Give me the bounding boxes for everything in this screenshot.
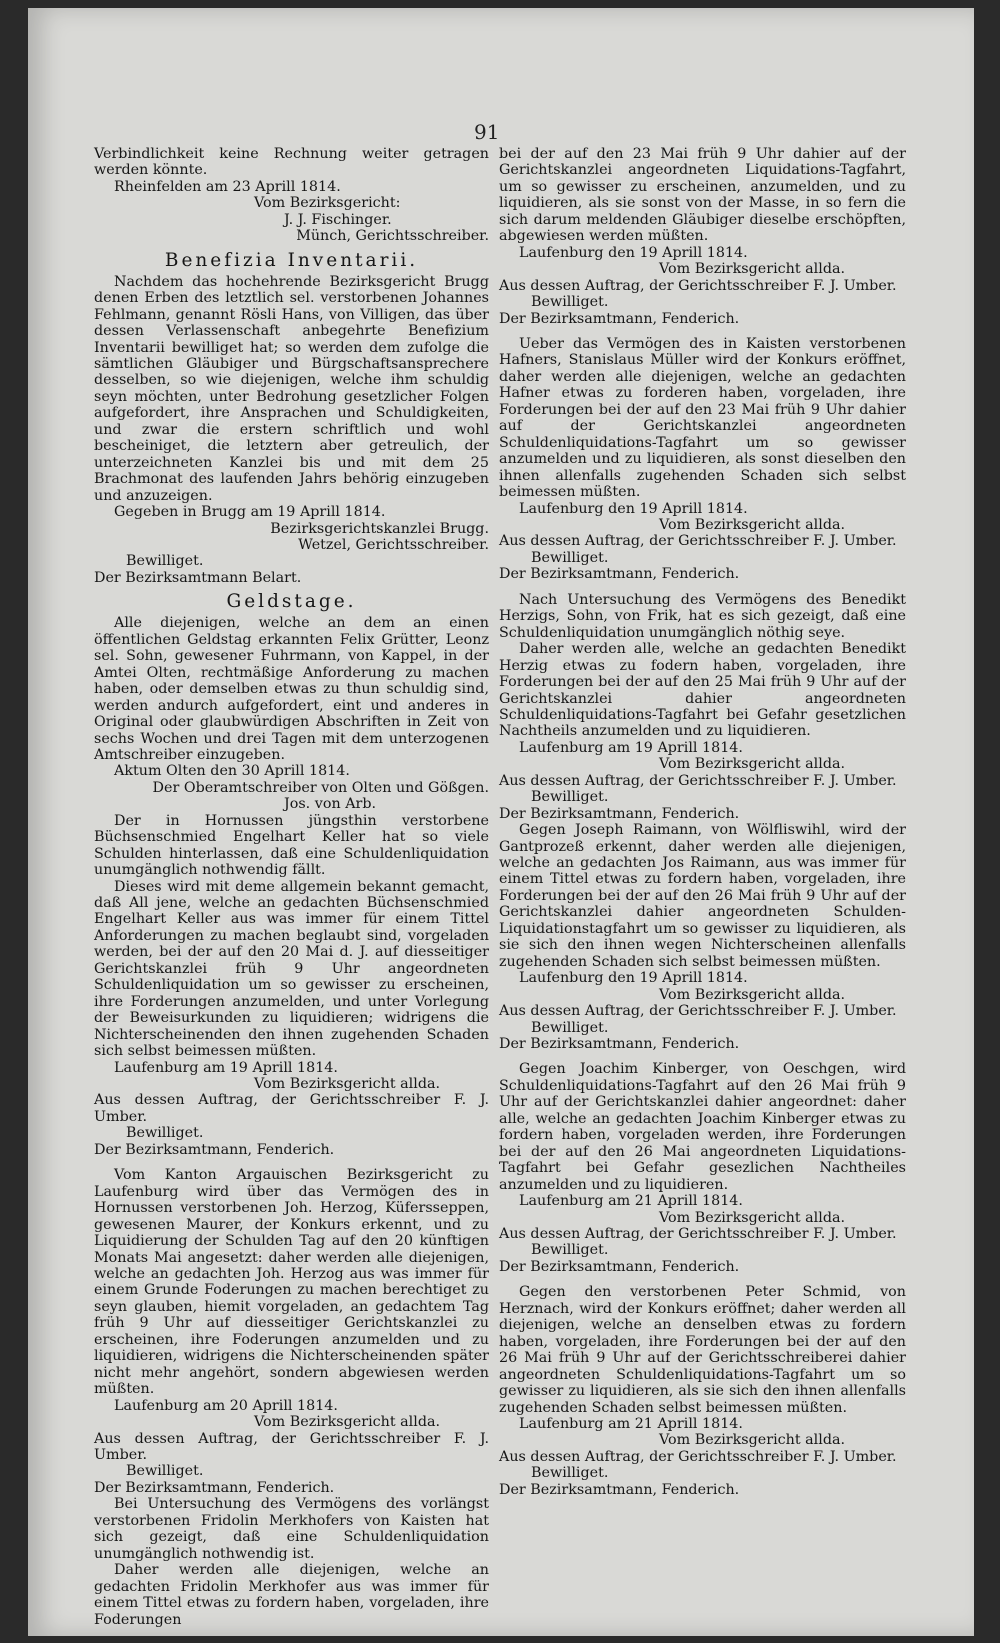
signature-line: Vom Bezirksgericht allda. [659,986,846,1003]
signature-line: Bewilliget. [531,1019,609,1036]
signature-line: Aus dessen Auftrag, der Gerichtsschreiber F. J. Umber. [499,1003,897,1020]
signature-line: Aus dessen Auftrag, der Gerichtsschreiber F. J. Umber. [499,277,897,294]
signature-line: Bewilliget. [126,553,204,570]
notice-paragraph: Laufenburg den 19 Aprill 1814. [519,500,748,517]
signature-line: Der Bezirksamtmann, Fenderich. [499,1036,740,1053]
notice-paragraph: Laufenburg am 21 Aprill 1814. [519,1193,743,1210]
signature-line: Verbindlichkeit keine Rechnung weiter getragen werden könnte. [94,146,489,179]
notice-paragraph: Ueber das Vermögen des in Kaisten verstorbenen Hafners, Stanislaus Müller wird der Konkurs eröffnet, daher werden alle diejenigen, welche an gedachten Hafner etwas zu forderen haben, vorgeladen, ihre Forderungen bei der auf den 23 Mai früh 9 Uhr dahier auf der Gerichtskanzlei angeordneten Schuldenliquidations-Tagfahrt um so gewisser anzumelden und zu liquidieren, als sonst dieselben den ihnen allenfalls zugehenden Schaden sich selbst beimessen müßten. [499,335,906,501]
notice-paragraph: Gegen den verstorbenen Peter Schmid, von Herznach, wird der Konkurs eröffnet; daher werden all diejenigen, welche an denselben etwas zu fordern haben, vorgeladen, ihre Forderungen bei der auf den 26 Mai früh 9 Uhr auf der Gerichtsschreiberei dahier angeordneten Schuldenliquidations-Tagfahrt um so gewisser zu liquidieren, als sie sich den ihnen allenfalls zugehenden Schaden selbst beimessen müßten. [499,1284,906,1416]
signature-line: Vom Bezirksgericht allda. [659,1432,846,1449]
section-heading: Benefizia Inventarii. [164,249,419,271]
signature-line: Der Bezirksamtmann, Fenderich. [499,310,740,327]
signature-line: Der Bezirksamtmann, Fenderich. [499,1481,740,1498]
signature-line: Bewilliget. [531,549,609,566]
notice-paragraph: Laufenburg den 19 Aprill 1814. [519,244,748,261]
signature-line: Wetzel, Gerichtsschreiber. [298,536,489,553]
signature-line: Aus dessen Auftrag, der Gerichtsschreiber F. J. Umber. [499,1226,897,1242]
notice-paragraph: Laufenburg am 21 Aprill 1814. [519,1415,743,1432]
signature-line: bei der auf den 23 Mai früh 9 Uhr dahier auf der Gerichtskanzlei angeordneten Liquidations-Tagfahrt, um so gewisser zu erscheinen, anzumelden, und zu liquidieren, als sie sonst von der Masse, in so fern die sich darum meldenden Gläubiger dieselbe erschöpften, abgewiesen werden müßten. [499,146,906,245]
signature-line: Aus dessen Auftrag, der Gerichtsschreiber F. J. Umber. [94,1092,489,1125]
signature-line: Der Bezirksamtmann, Fenderich. [499,1258,740,1275]
spacer [499,583,906,592]
signature-line: Aus dessen Auftrag, der Gerichtsschreiber F. J. Umber. [499,772,897,789]
signature-line: J. J. Fischinger. [284,211,392,228]
signature-line: Bewilliget. [531,1242,609,1259]
notice-paragraph: Daher werden alle diejenigen, welche an gedachten Fridolin Merkhofer aus was immer für einem Tittel etwas zu fordern haben, vorgeladen, ihre Foderungen [94,1562,489,1628]
spacer [499,1052,906,1061]
notice-paragraph: Laufenburg am 19 Aprill 1814. [114,1059,338,1076]
signature-line: Vom Bezirksgericht allda. [659,1209,846,1226]
signature-line: Der Bezirksamtmann, Fenderich. [94,1479,335,1496]
signature-line: Vom Bezirksgericht allda. [659,756,846,773]
signature-line: Bezirksgerichtskanzlei Brugg. [270,520,489,537]
signature-line: Bewilliget. [531,789,609,806]
signature-line: Vom Bezirksgericht allda. [254,1076,441,1093]
section-heading: Geldstage. [226,591,357,613]
notice-paragraph: Vom Kanton Argauischen Bezirksgericht zu Laufenburg wird über das Vermögen des in Hornussen verstorbenen Joh. Herzog, Küfersseppen, gewesenen Maurer, der Konkurs erkennt, und zu Liquidierung der Schulden Tag auf den 20 künftigen Monats Mai angesetzt: daher werden alle diejenigen, welche an gedachten Joh. Herzog aus was immer für einem Grunde Foderungen zu machen berechtiget zu seyn glauben, hiemit vorgeladen, an gedachtem Tag früh 9 Uhr auf diesseitiger Gerichtskanzlei zu erscheinen, ihre Foderungen anzumelden und zu liquidieren, widrigens die Nichterscheinenden später nicht mehr angehört, sondern abgewiesen werden müßten. [94,1167,489,1398]
signature-line: Der Oberamtschreiber von Olten und Gößgen. [152,779,489,796]
notice-paragraph: Aktum Olten den 30 Aprill 1814. [114,763,350,780]
signature-line: Der Bezirksamtmann, Fenderich. [94,1141,335,1158]
signature-line: Vom Bezirksgericht: [254,195,401,212]
spacer [94,1158,489,1167]
newspaper-page [28,8,974,1636]
signature-line: Vom Bezirksgericht allda. [659,516,846,533]
notice-paragraph: Rheinfelden am 23 Aprill 1814. [114,178,341,195]
notice-paragraph: Gegeben in Brugg am 19 Aprill 1814. [114,504,386,521]
notice-paragraph: Gegen Joachim Kinberger, von Oeschgen, wird Schuldenliquidations-Tagfahrt auf den 26 Mai früh 9 Uhr auf der Gerichtskanzlei dahier angeordnet: daher alle, welche an gedachten Joachim Kinberger etwas zu fordern haben, vorgeladen werden, ihre Forderungen bei der auf den 26 Mai angeordneten Liquidations-Tagfahrt bei Gefahr gesezlichen Nachtheiles anzumelden und zu liquidieren. [499,1061,906,1193]
notice-paragraph: Laufenburg am 19 Aprill 1814. [519,739,743,756]
spacer [499,327,906,336]
signature-line: Vom Bezirksgericht allda. [254,1414,441,1431]
signature-line: Aus dessen Auftrag, der Gerichtsschreiber F. J. Umber. [94,1430,489,1463]
notice-paragraph: Der in Hornussen jüngsthin verstorbene Büchsenschmied Engelhart Keller hat so viele Schulden hinterlassen, daß eine Schuldenliquidation unumgänglich nothwendig fällt. [94,812,489,879]
notice-paragraph: Nach Untersuchung des Vermögens des Benedikt Herzigs, Sohn, von Frik, hat es sich gezeigt, daß eine Schuldenliquidation unumgänglich nöthig seye. [499,591,906,641]
spacer [499,1275,906,1284]
notice-paragraph: Nachdem das hochehrende Bezirksgericht Brugg denen Erben des letztlich sel. verstorbenen Johannes Fehlmann, genannt Rösli Hans, von Villigen, das über dessen Verlassenschaft anbegehrte Benefizium Inventarii bewilliget hat; so werden dem zufolge die sämtlichen Gläubiger und Bürgschaftsansprechere desselben, so wie diejenigen, welche ihm schuldig seyn möchten, unter Bedrohung gesetzlicher Folgen aufgefordert, ihre Ansprachen und Schuldigkeiten, und zwar die erstern schriftlich und wohl bescheiniget, die letztern aber getreulich, der unterzeichneten Kanzlei bis und mit dem 25 Brachmonat des laufenden Jahrs behörig einzugeben und anzuzeigen. [94,273,489,504]
notice-paragraph: Bei Untersuchung des Vermögens des vorlängst verstorbenen Fridolin Merkhofers von Kaisten hat sich gezeigt, daß eine Schuldenliquidation unumgänglich nothwendig ist. [94,1496,489,1562]
right-column [499,146,906,1498]
notice-paragraph: Alle diejenigen, welche an dem an einen öffentlichen Geldstag erkannten Felix Grütter, Leonz sel. Sohn, gewesener Fuhrmann, von Kappel, in der Amtei Olten, rechtmäßige Anforderung zu machen haben, oder demselben etwas zu thun schuldig sind, werden andurch aufgefordert, eint und anderes in Original oder glaubwürdigen Abschriften in Zeit von sechs Wochen und drei Tagen mit dem unterzogenen Amtschreiber einzugeben. [94,615,489,763]
page-number: 91 [474,120,500,144]
signature-line: Der Bezirksamtmann Belart. [94,569,302,586]
notice-paragraph: Daher werden alle, welche an gedachten Benedikt Herzig etwas zu fodern haben, vorgeladen, ihre Forderungen bei der auf den 25 Mai früh 9 Uhr auf der Gerichtskanzlei dahier angeordneten Schuldenliquidations-Tagfahrt bei Gefahr gesetzlichen Nachtheils anzumelden und zu liquidieren. [499,641,906,740]
signature-line: Aus dessen Auftrag, der Gerichtsschreiber F. J. Umber. [499,533,897,550]
notice-paragraph: Gegen Joseph Raimann, von Wölfliswihl, wird der Gantprozeß erkennt, daher werden alle diejenigen, welche an gedachten Jos Raimann, aus was immer für einem Tittel etwas zu fordern haben, vorgeladen, ihre Forderungen bei der auf den 26 Mai früh 9 Uhr auf der Gerichtskanzlei dahier angeordneten Schulden-Liquidationstagfahrt um so gewisser zu liquidieren, als sie sich den ihnen wegen Nichterscheinen allenfalls zugehenden Schaden sich selbst beimessen müßten. [499,822,906,970]
signature-line: Der Bezirksamtmann, Fenderich. [499,566,740,583]
signature-line: Münch, Gerichtsschreiber. [296,228,489,245]
signature-line: Aus dessen Auftrag, der Gerichtsschreiber F. J. Umber. [499,1448,897,1465]
signature-line: Bewilliget. [126,1463,204,1480]
signature-line: Jos. von Arb. [284,796,377,813]
left-column [94,146,489,1628]
notice-paragraph: Dieses wird mit deme allgemein bekannt gemacht, daß All jene, welche an gedachten Büchsenschmied Engelhart Keller aus was immer für einem Tittel Anforderungen zu machen beglaubt sind, vorgeladen werden, bei der auf den 20 Mai d. J. auf diesseitiger Gerichtskanzlei früh 9 Uhr angeordneten Schuldenliquidation um so gewisser zu erscheinen, ihre Forderungen anzumelden, und unter Vorlegung der Beweisurkunden zu liquidieren; widrigens die Nichterscheinenden den ihnen zugehenden Schaden sich selbst beimessen müßten. [94,878,489,1060]
signature-line: Vom Bezirksgericht allda. [659,261,846,278]
signature-line: Bewilliget. [531,294,609,311]
notice-paragraph: Laufenburg den 19 Aprill 1814. [519,970,748,987]
signature-line: Der Bezirksamtmann, Fenderich. [499,805,740,822]
signature-line: Bewilliget. [126,1125,204,1142]
signature-line: Bewilliget. [531,1465,609,1482]
notice-paragraph: Laufenburg am 20 Aprill 1814. [114,1397,338,1414]
